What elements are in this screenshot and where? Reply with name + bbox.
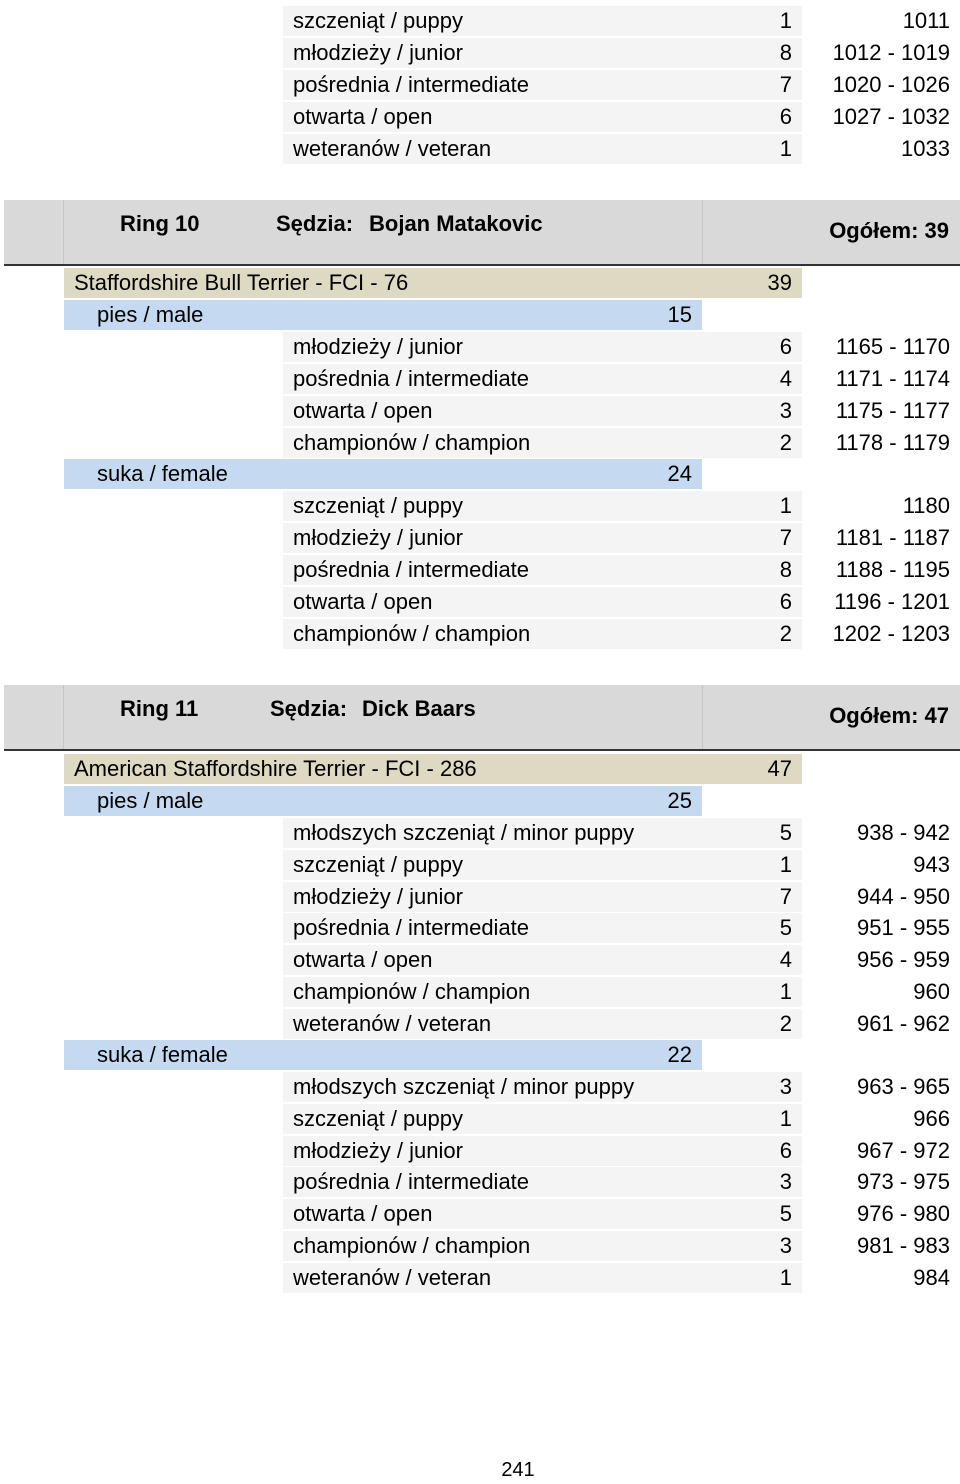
class-count: 2 xyxy=(779,621,792,646)
class-row xyxy=(283,1072,802,1102)
class-count: 5 xyxy=(779,1201,792,1226)
page-number: 241 xyxy=(501,1459,535,1481)
class-row xyxy=(283,913,802,943)
class-count: 6 xyxy=(779,589,792,614)
class-number-range: 1202 - 1203 xyxy=(832,621,950,646)
class-name: otwarta / open xyxy=(293,104,433,129)
breed-count: 39 xyxy=(767,270,792,295)
class-number-range: 976 - 980 xyxy=(857,1201,950,1226)
class-name: młodzieży / junior xyxy=(293,1138,463,1163)
sex-count: 22 xyxy=(667,1042,692,1067)
class-count: 4 xyxy=(779,947,792,972)
class-number-range: 1020 - 1026 xyxy=(832,72,950,97)
class-row xyxy=(283,1009,802,1039)
class-number-range: 967 - 972 xyxy=(857,1138,950,1163)
class-name: otwarta / open xyxy=(293,398,433,423)
ring-total: Ogółem: 47 xyxy=(829,703,949,728)
judge-name: Dick Baars xyxy=(362,696,476,721)
sex-label: suka / female xyxy=(97,461,228,486)
class-count: 3 xyxy=(779,1074,792,1099)
class-row xyxy=(283,134,802,164)
class-name: championów / champion xyxy=(293,621,531,646)
class-name: pośrednia / intermediate xyxy=(293,915,530,940)
class-row xyxy=(283,1104,802,1134)
class-row xyxy=(283,70,802,100)
breed-row xyxy=(64,754,802,784)
class-name: młodszych szczeniąt / minor puppy xyxy=(293,1074,635,1099)
sex-row-female xyxy=(64,459,702,489)
class-name: pośrednia / intermediate xyxy=(293,557,530,582)
class-number-range: 963 - 965 xyxy=(857,1074,950,1099)
class-number-range: 938 - 942 xyxy=(857,820,950,845)
class-count: 1 xyxy=(779,852,792,877)
class-count: 1 xyxy=(779,1106,792,1131)
class-name: młodzieży / junior xyxy=(293,884,463,909)
class-row xyxy=(283,491,802,521)
class-number-range: 1188 - 1195 xyxy=(835,557,950,582)
class-name: pośrednia / intermediate xyxy=(293,1169,530,1194)
class-count: 7 xyxy=(779,72,792,97)
sex-label: pies / male xyxy=(97,788,204,813)
judge-label: Sędzia: xyxy=(276,211,354,236)
class-count: 1 xyxy=(779,8,792,33)
class-row xyxy=(283,619,802,649)
judge-name: Bojan Matakovic xyxy=(369,211,543,236)
class-number-range: 973 - 975 xyxy=(857,1169,950,1194)
class-row xyxy=(283,332,802,362)
class-number-range: 984 xyxy=(913,1265,950,1290)
class-name: szczeniąt / puppy xyxy=(293,8,463,33)
ring-label: Ring 11 xyxy=(120,696,199,721)
class-name: szczeniąt / puppy xyxy=(293,1106,463,1131)
class-count: 1 xyxy=(779,1265,792,1290)
class-count: 7 xyxy=(779,884,792,909)
class-row xyxy=(283,1199,802,1229)
breed-name: American Staffordshire Terrier - FCI - 286 xyxy=(74,756,477,781)
class-number-range: 1180 xyxy=(902,493,950,518)
sex-row-male xyxy=(64,786,702,816)
class-name: championów / champion xyxy=(293,979,531,1004)
class-number-range: 1175 - 1177 xyxy=(835,398,950,423)
class-number-range: 966 xyxy=(913,1106,950,1131)
sex-count: 24 xyxy=(667,461,692,486)
class-row xyxy=(283,945,802,975)
class-row xyxy=(283,850,802,880)
class-count: 1 xyxy=(779,493,792,518)
class-number-range: 1196 - 1201 xyxy=(834,589,950,614)
class-row xyxy=(283,1136,802,1166)
class-number-range: 943 xyxy=(913,852,950,877)
sex-row-male xyxy=(64,300,702,330)
class-number-range: 981 - 983 xyxy=(857,1233,950,1258)
sex-count: 25 xyxy=(667,788,692,813)
class-row xyxy=(283,6,802,36)
class-row xyxy=(283,555,802,585)
class-number-range: 944 - 950 xyxy=(857,884,950,909)
class-count: 3 xyxy=(779,398,792,423)
class-row xyxy=(283,1263,802,1293)
breed-count: 47 xyxy=(767,756,792,781)
sex-label: suka / female xyxy=(97,1042,228,1067)
class-row xyxy=(283,102,802,132)
class-name: weteranów / veteran xyxy=(293,136,492,161)
class-count: 5 xyxy=(779,820,792,845)
class-number-range: 1033 xyxy=(901,136,950,161)
class-number-range: 951 - 955 xyxy=(857,915,950,940)
class-count: 6 xyxy=(779,1138,792,1163)
class-number-range: 1171 - 1174 xyxy=(835,366,950,391)
class-name: młodzieży / junior xyxy=(293,40,463,65)
class-count: 6 xyxy=(779,104,792,129)
judge-label: Sędzia: xyxy=(270,696,348,721)
class-name: pośrednia / intermediate xyxy=(293,366,530,391)
class-number-range: 1011 xyxy=(902,8,950,33)
class-name: otwarta / open xyxy=(293,589,433,614)
class-count: 2 xyxy=(779,430,792,455)
class-name: szczeniąt / puppy xyxy=(293,493,463,518)
class-row xyxy=(283,396,802,426)
class-name: weteranów / veteran xyxy=(293,1011,492,1036)
class-number-range: 1012 - 1019 xyxy=(832,40,950,65)
class-row xyxy=(283,818,802,848)
class-row xyxy=(283,977,802,1007)
class-number-range: 956 - 959 xyxy=(857,947,950,972)
class-number-range: 1027 - 1032 xyxy=(832,104,950,129)
ring-label: Ring 10 xyxy=(120,211,200,236)
sex-count: 15 xyxy=(667,302,692,327)
class-name: weteranów / veteran xyxy=(293,1265,492,1290)
class-count: 6 xyxy=(779,334,792,359)
class-row xyxy=(283,38,802,68)
breed-name: Staffordshire Bull Terrier - FCI - 76 xyxy=(74,270,409,295)
class-number-range: 1165 - 1170 xyxy=(835,334,950,359)
class-name: otwarta / open xyxy=(293,947,433,972)
class-count: 7 xyxy=(779,525,792,550)
class-count: 1 xyxy=(779,136,792,161)
class-count: 2 xyxy=(779,1011,792,1036)
class-count: 8 xyxy=(779,40,792,65)
class-count: 3 xyxy=(779,1233,792,1258)
class-number-range: 1181 - 1187 xyxy=(835,525,950,550)
class-name: młodzieży / junior xyxy=(293,334,463,359)
class-name: championów / champion xyxy=(293,430,531,455)
class-count: 8 xyxy=(779,557,792,582)
class-row xyxy=(283,1231,802,1261)
class-row xyxy=(283,364,802,394)
class-row xyxy=(283,1167,802,1197)
class-name: młodzieży / junior xyxy=(293,525,463,550)
class-row xyxy=(283,523,802,553)
ring-10-header xyxy=(4,200,960,266)
ring-total: Ogółem: 39 xyxy=(829,218,949,243)
class-count: 5 xyxy=(779,915,792,940)
class-name: otwarta / open xyxy=(293,1201,433,1226)
sex-label: pies / male xyxy=(97,302,204,327)
class-count: 4 xyxy=(779,366,792,391)
ring-11-header xyxy=(4,685,960,751)
class-count: 1 xyxy=(779,979,792,1004)
class-name: szczeniąt / puppy xyxy=(293,852,463,877)
sex-row-female xyxy=(64,1040,702,1070)
class-row xyxy=(283,428,802,458)
class-number-range: 961 - 962 xyxy=(857,1011,950,1036)
class-name: młodszych szczeniąt / minor puppy xyxy=(293,820,635,845)
class-row xyxy=(283,882,802,912)
class-name: championów / champion xyxy=(293,1233,531,1258)
class-row xyxy=(283,587,802,617)
class-number-range: 960 xyxy=(913,979,950,1004)
breed-row xyxy=(64,268,802,298)
class-count: 3 xyxy=(779,1169,792,1194)
class-number-range: 1178 - 1179 xyxy=(835,430,950,455)
class-name: pośrednia / intermediate xyxy=(293,72,530,97)
